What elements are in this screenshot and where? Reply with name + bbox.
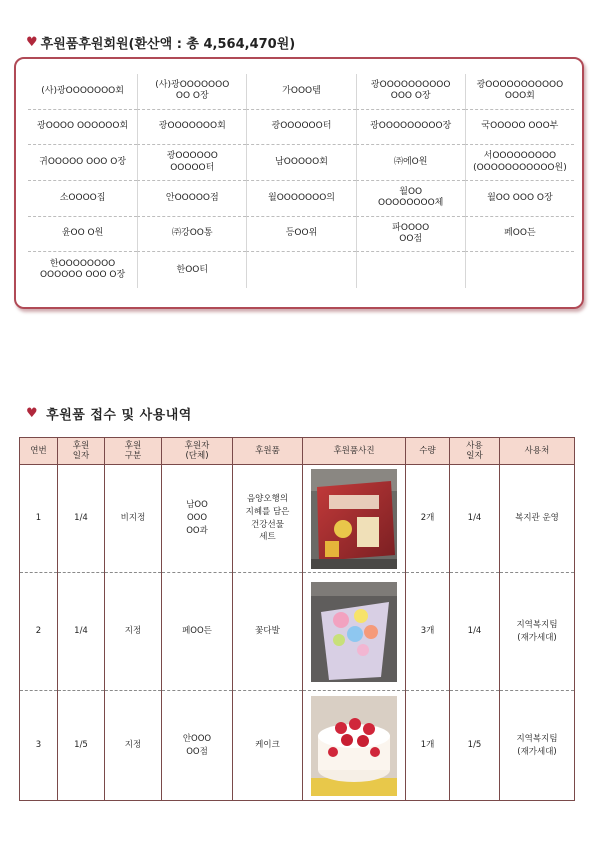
donor-cell: ㈜에O원 — [356, 145, 465, 181]
heart-icon: ♥ — [26, 35, 38, 50]
donor-cell: 광OOOOOOOOOO OOO O장 — [356, 74, 465, 110]
use-date: 1/4 — [450, 465, 500, 573]
column-header: 후원품사진 — [303, 438, 406, 465]
column-header: 사용처 — [500, 438, 575, 465]
donor-cell: 국OOOOO OOO부 — [465, 110, 574, 146]
donor-cell: 한OOOOOOOO OOOOOO OOO O장 — [39, 258, 126, 281]
column-header: 후원자 (단체) — [162, 438, 233, 465]
heart-icon: ♥ — [26, 406, 39, 421]
donor-cell: 남OOOOO회 — [246, 145, 355, 181]
column-header: 후원 일자 — [58, 438, 105, 465]
donation-type: 비지정 — [105, 465, 162, 573]
donation-type: 지정 — [105, 573, 162, 691]
donor-cell: 월OO OOOOOOOO체 — [356, 181, 465, 217]
use-place: 지역복지팀 (재가세대) — [500, 573, 575, 691]
donor-cell: 광OOOOOOOOOOO OOO회 — [465, 74, 574, 110]
use-place: 복지관 운영 — [500, 465, 575, 573]
donation-date: 1/4 — [58, 465, 105, 573]
donation-type: 지정 — [105, 691, 162, 801]
donor-cell: 페OO든 — [465, 217, 574, 253]
use-date: 1/4 — [450, 573, 500, 691]
donor-cell: 파OOOO OO점 — [356, 217, 465, 253]
donor-cell: 월OOOOOOO의 — [246, 181, 355, 217]
donor-section-heading — [26, 33, 295, 52]
donor-section-title: 후원품후원회원(환산액 : 총 4,564,470원) — [40, 37, 296, 52]
donation-date: 1/4 — [58, 573, 105, 691]
empty-donor-cell — [465, 252, 574, 288]
donor-cell: 광OOOOOOOOO장 — [356, 110, 465, 146]
donor-cell: 한OO티 — [137, 252, 246, 288]
donor-cell: 등OO위 — [246, 217, 355, 253]
empty-donor-cell — [246, 252, 355, 288]
item-photo — [303, 691, 406, 801]
empty-donor-cell — [356, 252, 465, 288]
usage-section-heading — [26, 404, 192, 423]
donor-name: 페OO든 — [162, 573, 233, 691]
item-name: 음양오행의 지혜를 담은 건강선물 세트 — [233, 465, 303, 573]
donor-cell: 광OOOOOO터 — [246, 110, 355, 146]
donor-grid — [28, 74, 574, 288]
donor-cell: 안OOOOO점 — [137, 181, 246, 217]
column-header: 수량 — [406, 438, 450, 465]
donor-cell: 소OOOO집 — [28, 181, 137, 217]
donor-cell: 귀OOOOO OOO O장 — [28, 145, 137, 181]
donor-name: 안OOO OO점 — [162, 691, 233, 801]
donor-cell: ㈜강OO통 — [137, 217, 246, 253]
quantity: 1개 — [406, 691, 450, 801]
quantity: 2개 — [406, 465, 450, 573]
row-number: 1 — [20, 465, 58, 573]
column-header: 후원 구분 — [105, 438, 162, 465]
use-place: 지역복지팀 (재가세대) — [500, 691, 575, 801]
row-number: 2 — [20, 573, 58, 691]
table-row — [20, 573, 575, 691]
item-name: 케이크 — [233, 691, 303, 801]
donor-cell: 광OOOOOOO회 — [137, 110, 246, 146]
table-row — [20, 465, 575, 573]
column-header: 사용 일자 — [450, 438, 500, 465]
donor-cell: 광OOOO OOOOOO회 — [28, 110, 137, 146]
donor-cell: 광OOOOOO OOOOO터 — [137, 145, 246, 181]
donor-cell: (사)광OOOOOOO OO O장 — [137, 74, 246, 110]
column-header: 후원품 — [233, 438, 303, 465]
usage-section-title: 후원품 접수 및 사용내역 — [46, 408, 192, 423]
item-name: 꽃다발 — [233, 573, 303, 691]
donor-name: 남OO OOO OO과 — [162, 465, 233, 573]
strawberry-cake-photo — [311, 696, 397, 796]
donation-date: 1/5 — [58, 691, 105, 801]
gift-box-photo — [311, 469, 397, 569]
row-number: 3 — [20, 691, 58, 801]
donor-cell: 서OOOOOOOOO (OOOOOOOOOOO원) — [465, 145, 574, 181]
flower-bouquet-photo — [311, 582, 397, 682]
item-photo — [303, 465, 406, 573]
usage-table-header — [20, 438, 575, 465]
donor-cell: 월OO OOO O장 — [465, 181, 574, 217]
usage-table — [19, 437, 575, 801]
donor-cell: 윤OO O원 — [28, 217, 137, 253]
table-row — [20, 691, 575, 801]
donor-cell: 가OOO템 — [246, 74, 355, 110]
donor-cell: (사)광OOOOOOO회 — [28, 74, 137, 110]
use-date: 1/5 — [450, 691, 500, 801]
item-photo — [303, 573, 406, 691]
column-header: 연번 — [20, 438, 58, 465]
quantity: 3개 — [406, 573, 450, 691]
